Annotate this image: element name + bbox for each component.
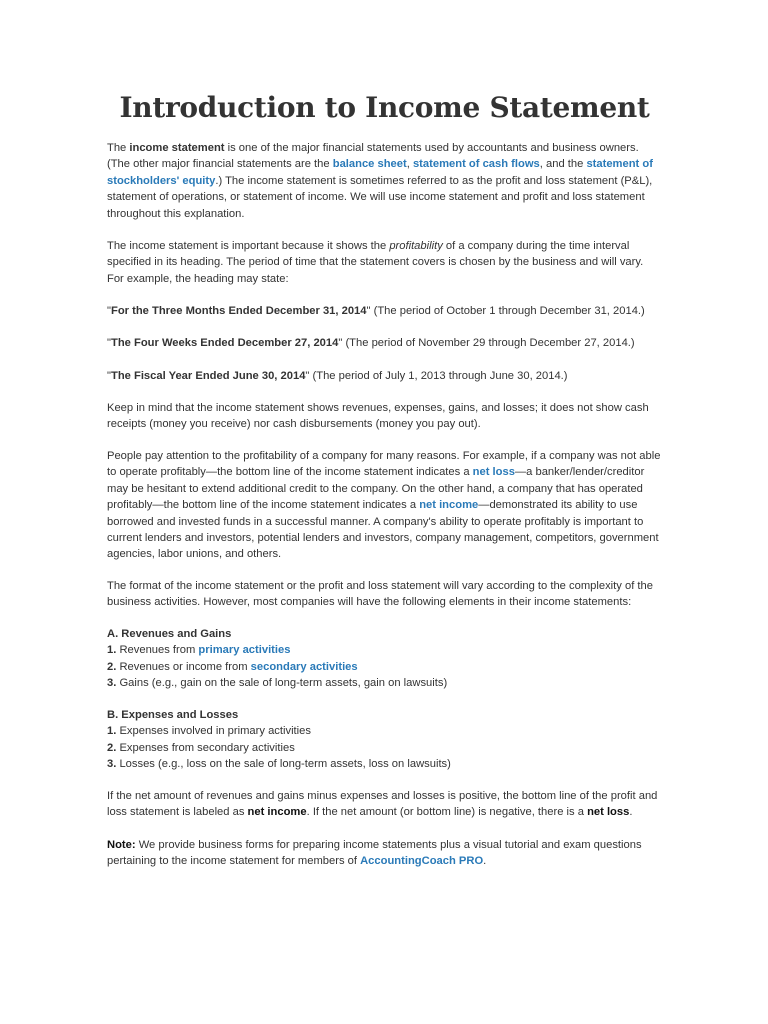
- importance-paragraph: [107, 238, 662, 287]
- text: People pay attention to the profitability of a company for many reasons. For example, if a company was not able to operate profitably—the bottom line of the income statement indicates a: [107, 450, 661, 479]
- link-net-loss[interactable]: net loss: [472, 466, 515, 479]
- example-heading-2: [107, 335, 667, 351]
- quote: ": [107, 305, 111, 317]
- net-amount-paragraph: [107, 788, 662, 821]
- text: , and the: [539, 158, 587, 171]
- item-text: Gains (e.g., gain on the sale of long-term assets, gain on lawsuits): [116, 677, 448, 690]
- italic-term-profitability: profitability: [389, 240, 443, 252]
- text: The income statement is important because it shows the: [107, 240, 390, 252]
- link-balance-sheet[interactable]: balance sheet: [332, 158, 407, 171]
- item-text: Revenues or income from: [116, 660, 251, 673]
- text: The: [107, 142, 130, 154]
- text: —demonstrated its ability to use borrowed and invested funds in a successful manner. A company's ability to operate profitably is important to current lenders and investors, potential lenders and investors, company management, competitors, government agencies, labor unions, and others.: [107, 499, 659, 561]
- item-text: Expenses from secondary activities: [116, 741, 295, 754]
- text: of a company during the time interval specified in its heading. The period of time that the statement covers is chosen by the business and will vary. For example, the heading may state:: [107, 240, 644, 285]
- list-item: [107, 756, 662, 772]
- example-period: (The period of October 1 through December 31, 2014.): [370, 305, 645, 317]
- list-item: [107, 723, 662, 739]
- example-heading-bold: For the Three Months Ended December 31, 2014: [110, 305, 367, 317]
- format-paragraph: The format of the income statement or the profit and loss statement will vary according to the complexity of the business activities. However, most companies will have the following elements in their income statements:: [107, 580, 653, 609]
- item-text: Expenses involved in primary activities: [116, 725, 311, 738]
- document-page: [107, 0, 667, 868]
- example-heading-bold: The Four Weeks Ended December 27, 2014: [110, 337, 339, 349]
- text: .) The income statement is sometimes referred to as the profit and loss statement (P&L), statement of operations, or statement of income. We will use income statement and profit and loss statement throughout this explanation.: [107, 174, 653, 220]
- bold-term-net-income: net income: [247, 806, 307, 819]
- link-secondary-activities[interactable]: secondary activities: [250, 660, 358, 673]
- link-primary-activities[interactable]: primary activities: [198, 644, 291, 657]
- keep-in-mind-paragraph: Keep in mind that the income statement shows revenues, expenses, gains, and losses; it does not show cash receipts (money you receive) nor cash disbursements (money you pay out).: [107, 402, 649, 431]
- quote: ": [107, 370, 111, 382]
- page-title: Introduction to Income Statement: [119, 91, 650, 124]
- text: .: [483, 855, 487, 868]
- intro-paragraph: [107, 140, 662, 222]
- quote: ": [338, 337, 343, 349]
- bold-term-net-loss: net loss: [587, 806, 630, 819]
- item-text: Losses (e.g., loss on the sale of long-term assets, loss on lawsuits): [116, 758, 451, 771]
- list-item: [107, 642, 662, 658]
- example-period: (The period of July 1, 2013 through June 30, 2014.): [309, 370, 568, 382]
- text: .: [629, 806, 633, 819]
- quote: ": [107, 337, 111, 349]
- item-text: Revenues from: [116, 644, 199, 657]
- item-number: 3.: [107, 758, 117, 771]
- item-number: 1.: [107, 725, 117, 738]
- item-number: 1.: [107, 644, 117, 657]
- example-heading-3: [107, 368, 667, 384]
- bold-term-income-statement: income statement: [129, 142, 225, 154]
- text: We provide business forms for preparing income statements plus a visual tutorial and exam questions pertaining to the income statement for members of: [107, 839, 642, 868]
- text: . If the net amount (or bottom line) is negative, there is a: [306, 806, 588, 819]
- item-number: 2.: [107, 660, 117, 673]
- section-revenues-and-gains: [107, 626, 662, 692]
- example-period: (The period of November 29 through December 27, 2014.): [342, 337, 635, 349]
- text: If the net amount of revenues and gains minus expenses and losses is positive, the bottom line of the profit and loss statement is labeled as: [107, 790, 658, 819]
- note-label: Note:: [107, 839, 136, 851]
- note-paragraph: [107, 837, 662, 870]
- item-number: 2.: [107, 741, 117, 754]
- section-a-heading: A. Revenues and Gains: [107, 628, 232, 640]
- text: is one of the major financial statements used by accountants and business owners. (The other major financial statements are the: [107, 142, 639, 171]
- text: ,: [406, 158, 413, 171]
- link-accountingcoach-pro[interactable]: AccountingCoach PRO: [360, 855, 484, 868]
- section-expenses-and-losses: [107, 707, 662, 773]
- profitability-paragraph: [107, 448, 662, 563]
- link-net-income[interactable]: net income: [419, 499, 479, 512]
- example-heading-bold: The Fiscal Year Ended June 30, 2014: [110, 370, 306, 382]
- text: —a banker/lender/creditor may be hesitant to extend additional credit to the company. On the other hand, a company that has operated profitably—the bottom line of the income statement indicates a: [107, 466, 645, 512]
- section-b-heading: B. Expenses and Losses: [107, 709, 239, 721]
- item-number: 3.: [107, 677, 117, 690]
- link-statement-of-cash-flows[interactable]: statement of cash flows: [412, 158, 540, 171]
- list-item: [107, 659, 662, 675]
- example-heading-1: [107, 303, 667, 319]
- list-item: [107, 675, 662, 691]
- quote: ": [366, 305, 371, 317]
- list-item: [107, 740, 662, 756]
- quote: ": [305, 370, 310, 382]
- link-statement-of-stockholders-equity[interactable]: statement of stockholders' equity: [107, 158, 653, 187]
